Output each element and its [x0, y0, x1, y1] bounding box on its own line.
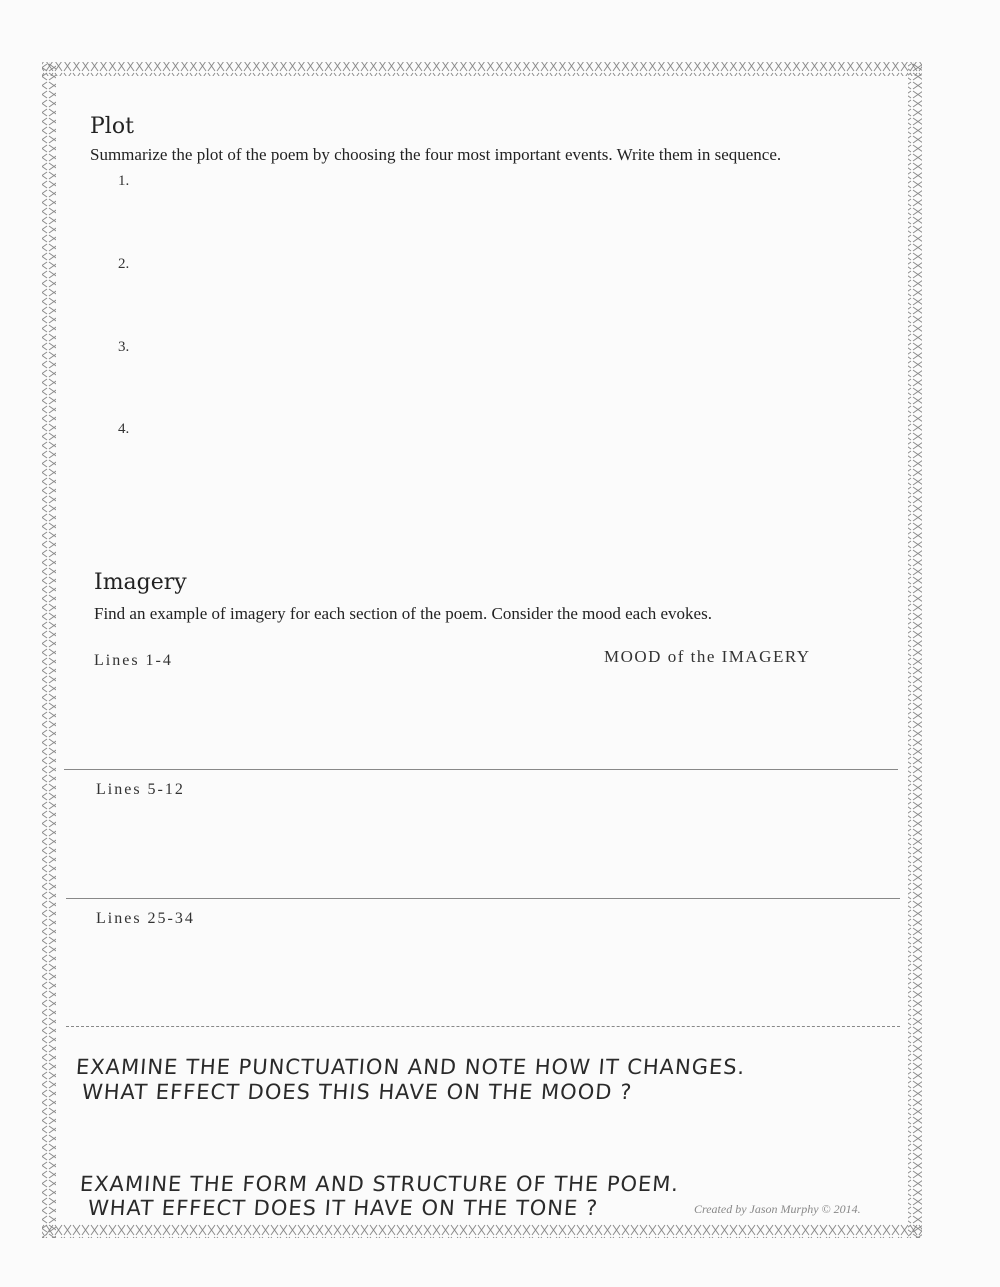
lines-25-34-label: Lines 25-34: [96, 910, 195, 927]
plot-number-4: 4.: [118, 421, 130, 437]
mood-of-imagery-header: MOOD of the IMAGERY: [604, 647, 811, 666]
plot-instruction: Summarize the plot of the poem by choosing the four most important events. Write them in sequence.: [90, 145, 782, 164]
handwritten-question-2-line-2: WHAT EFFECT DOES IT HAVE ON THE TONE ?: [87, 1196, 599, 1220]
plot-number-1: 1.: [118, 173, 130, 189]
imagery-instruction: Find an example of imagery for each section of the poem. Consider the mood each evokes.: [94, 604, 712, 623]
lines-5-12-label: Lines 5-12: [96, 781, 185, 798]
plot-number-3: 3.: [118, 339, 130, 355]
lines-1-4-label: Lines 1-4: [94, 652, 173, 669]
handwritten-question-2-line-1: EXAMINE THE FORM AND STRUCTURE OF THE POEM.: [79, 1172, 680, 1196]
plot-number-2: 2.: [118, 256, 130, 272]
plot-title: Plot: [90, 114, 134, 139]
footer-credit: Created by Jason Murphy © 2014.: [694, 1202, 861, 1216]
handwritten-question-1-line-2: WHAT EFFECT DOES THIS HAVE ON THE MOOD ?: [81, 1080, 634, 1104]
divider-rule: [66, 898, 900, 899]
imagery-title: Imagery: [94, 570, 187, 595]
divider-rule: [66, 1026, 900, 1027]
divider-rule: [64, 769, 898, 770]
handwritten-question-1-line-1: EXAMINE THE PUNCTUATION AND NOTE HOW IT CHANGES.: [75, 1055, 747, 1079]
